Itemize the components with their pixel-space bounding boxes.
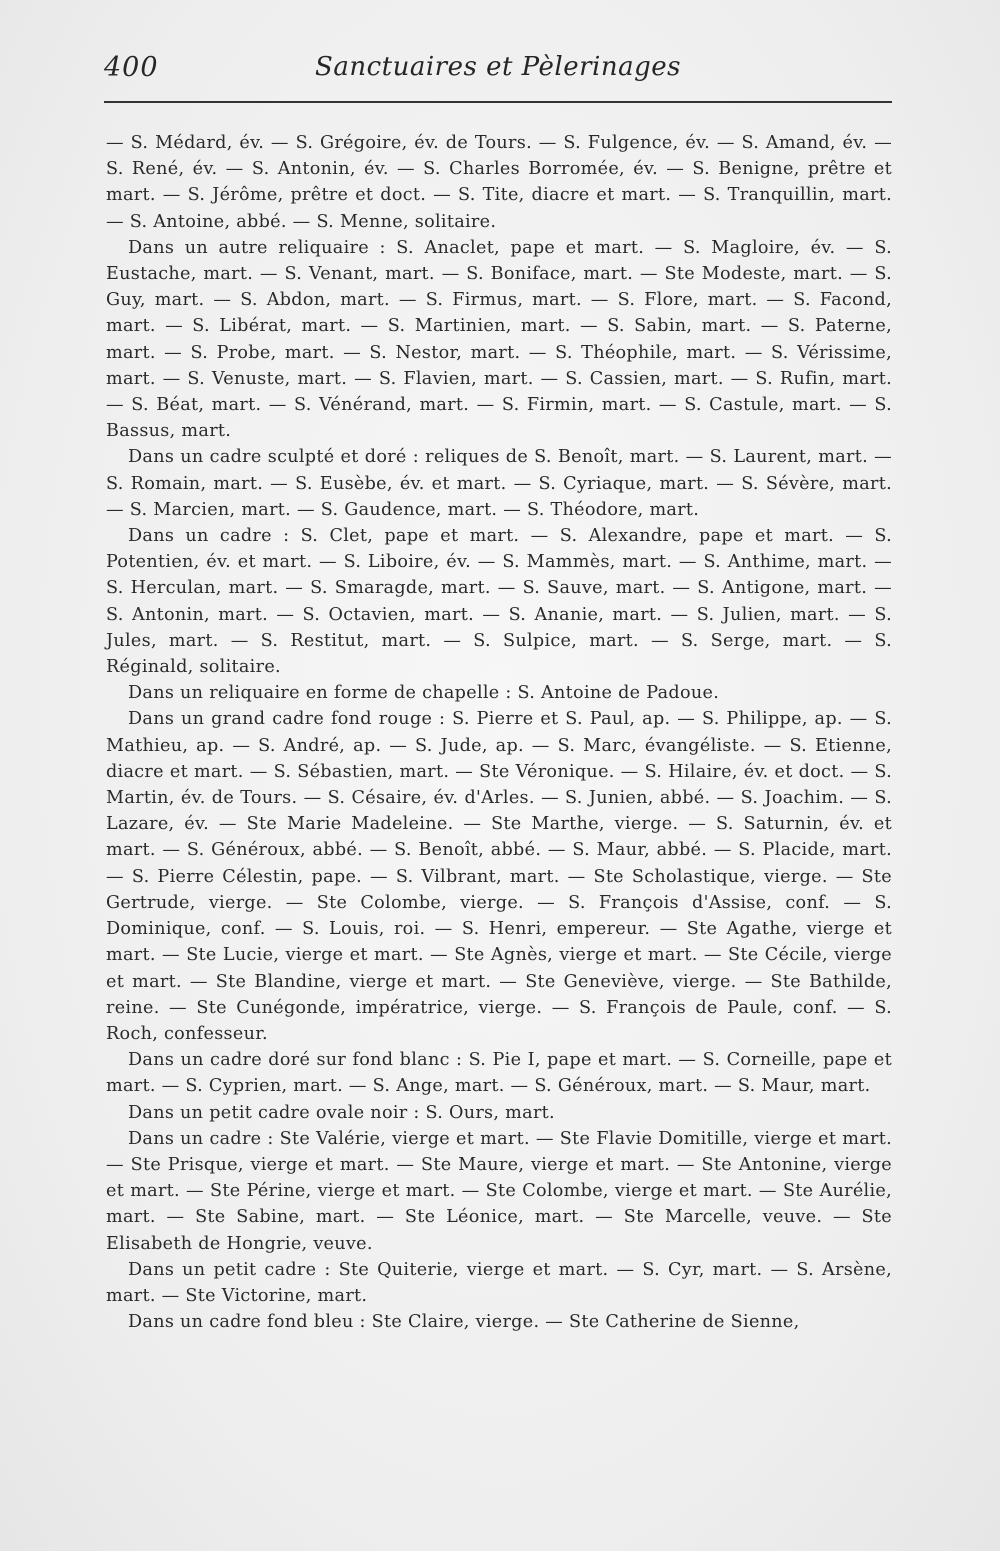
paragraph: Dans un cadre : S. Clet, pape et mart. — S. Alexandre, pape et mart. — S. Potentien, év. et mart. — S. Liboire, év. — S. Mammès, mart. — S. Anthime, mart. — S. Herculan, mart. — S. Smaragde, mart. — S. Sauve, mart. — S. Antigone, mart. — S. Antonin, mart. — S. Octavien, mart. — S. Ananie, mart. — S. Julien, mart. — S. Jules, mart. — S. Restitut, mart. — S. Sulpice, mart. — S. Serge, mart. — S. Réginald, solitaire.	[106, 526, 892, 678]
paragraph: Dans un cadre doré sur fond blanc : S. Pie I, pape et mart. — S. Corneille, pape et mart. — S. Cyprien, mart. — S. Ange, mart. — S. Généroux, mart. — S. Maur, mart.	[106, 1050, 892, 1097]
body-text	[106, 130, 892, 1335]
paragraph: Dans un cadre : Ste Valérie, vierge et mart. — Ste Flavie Domitille, vierge et mart. — Ste Prisque, vierge et mart. — Ste Maure, vierge et mart. — Ste Antonine, vierge et mart. — Ste Périne, vierge et mart. — Ste Colombe, vierge et mart. — Ste Aurélie, mart. — Ste Sabine, mart. — Ste Léonice, mart. — Ste Marcelle, veuve. — Ste Elisabeth de Hongrie, veuve.	[106, 1128, 892, 1254]
paragraph: Dans un grand cadre fond rouge : S. Pierre et S. Paul, ap. — S. Philippe, ap. — S. Mathieu, ap. — S. André, ap. — S. Jude, ap. — S. Marc, évangéliste. — S. Etienne, diacre et mart. — S. Sébastien, mart. — Ste Véronique. — S. Hilaire, év. et doct. — S. Martin, év. de Tours. — S. Césaire, év. d'Arles. — S. Junien, abbé. — S. Joachim. — S. Lazare, év. — Ste Marie Madeleine. — Ste Marthe, vierge. — S. Saturnin, év. et mart. — S. Généroux, abbé. — S. Benoît, abbé. — S. Maur, abbé. — S. Placide, mart. — S. Pierre Célestin, pape. — S. Vilbrant, mart. — Ste Scholastique, vierge. — Ste Gertrude, vierge. — Ste Colombe, vierge. — S. François d'Assise, conf. — S. Dominique, conf. — S. Louis, roi. — S. Henri, empereur. — Ste Agathe, vierge et mart. — Ste Lucie, vierge et mart. — Ste Agnès, vierge et mart. — Ste Cécile, vierge et mart. — Ste Blandine, vierge et mart. — Ste Geneviève, vierge. — Ste Bathilde, reine. — Ste Cunégonde, impératrice, vierge. — S. François de Paule, conf. — S. Roch, confesseur.	[106, 709, 892, 1044]
paragraph: Dans un autre reliquaire : S. Anaclet, pape et mart. — S. Magloire, év. — S. Eustache, mart. — S. Venant, mart. — S. Boniface, mart. — Ste Modeste, mart. — S. Guy, mart. — S. Abdon, mart. — S. Firmus, mart. — S. Flore, mart. — S. Facond, mart. — S. Libérat, mart. — S. Martinien, mart. — S. Sabin, mart. — S. Paterne, mart. — S. Probe, mart. — S. Nestor, mart. — S. Théophile, mart. — S. Vérissime, mart. — S. Venuste, mart. — S. Flavien, mart. — S. Cassien, mart. — S. Rufin, mart. — S. Béat, mart. — S. Vénérand, mart. — S. Firmin, mart. — S. Castule, mart. — S. Bassus, mart.	[106, 237, 892, 442]
paragraph: — S. Médard, év. — S. Grégoire, év. de Tours. — S. Fulgence, év. — S. Amand, év. — S. René, év. — S. Antonin, év. — S. Charles Borromée, év. — S. Benigne, prêtre et mart. — S. Jérôme, prêtre et doct. — S. Tite, diacre et mart. — S. Tranquillin, mart. — S. Antoine, abbé. — S. Menne, solitaire.	[106, 133, 892, 232]
running-title: Sanctuaires et Pèlerinages	[315, 52, 681, 82]
page-number: 400	[104, 52, 159, 83]
paragraph: Dans un cadre sculpté et doré : reliques de S. Benoît, mart. — S. Laurent, mart. — S. Romain, mart. — S. Eusèbe, év. et mart. — S. Cyriaque, mart. — S. Sévère, mart. — S. Marcien, mart. — S. Gaudence, mart. — S. Théodore, mart.	[106, 447, 892, 520]
page-header	[104, 50, 892, 90]
paragraph: Dans un petit cadre ovale noir : S. Ours, mart.	[128, 1102, 555, 1123]
header-rule	[104, 101, 892, 103]
paragraph: Dans un cadre fond bleu : Ste Claire, vierge. — Ste Catherine de Sienne,	[128, 1312, 800, 1333]
paragraph: Dans un petit cadre : Ste Quiterie, vierge et mart. — S. Cyr, mart. — S. Arsène, mart. — Ste Victorine, mart.	[106, 1259, 892, 1306]
paragraph: Dans un reliquaire en forme de chapelle : S. Antoine de Padoue.	[128, 683, 720, 704]
